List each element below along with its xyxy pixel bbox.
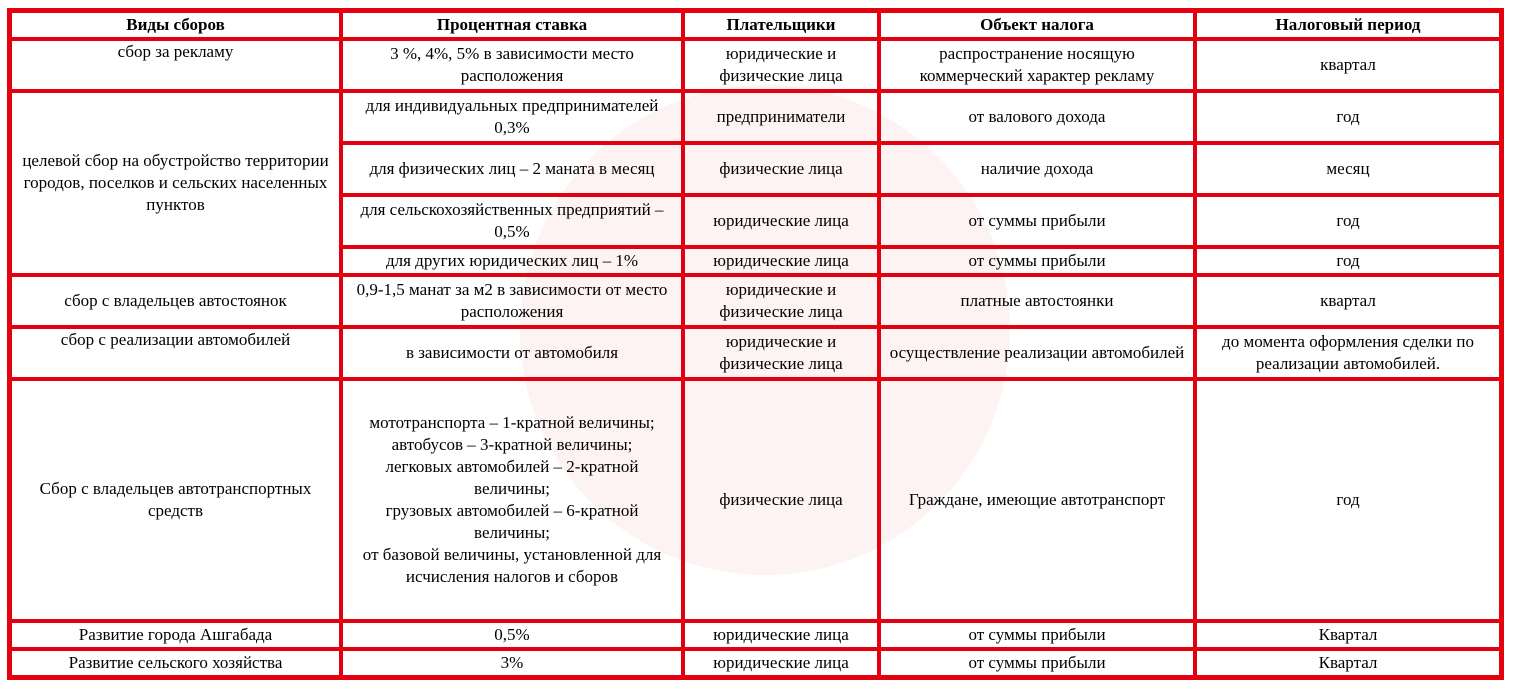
fee-type-cell: Развитие сельского хозяйства	[10, 649, 341, 677]
period-cell: Квартал	[1195, 649, 1501, 677]
object-cell: распространение носящую коммерческий характер рекламу	[879, 39, 1195, 91]
table-row	[10, 379, 1501, 621]
payer-cell: юридические лица	[683, 621, 879, 649]
table-row	[10, 621, 1501, 649]
object-cell: наличие дохода	[879, 143, 1195, 195]
rate-cell: 0,9-1,5 манат за м2 в зависимости от место расположения	[341, 275, 683, 327]
header-tax-object: Объект налога	[879, 11, 1195, 39]
rate-line: автобусов – 3-кратной величины;	[391, 435, 633, 454]
object-cell: от валового дохода	[879, 91, 1195, 143]
table-row	[10, 91, 1501, 143]
object-cell: от суммы прибыли	[879, 621, 1195, 649]
header-fee-type: Виды сборов	[10, 11, 341, 39]
table-row	[10, 275, 1501, 327]
period-cell: год	[1195, 91, 1501, 143]
payer-cell: юридические и физические лица	[683, 39, 879, 91]
rate-cell: 3 %, 4%, 5% в зависимости место расположения	[341, 39, 683, 91]
period-cell: до момента оформления сделки по реализации автомобилей.	[1195, 327, 1501, 379]
table-row	[10, 327, 1501, 379]
period-cell: год	[1195, 195, 1501, 247]
header-tax-period: Налоговый период	[1195, 11, 1501, 39]
payer-cell: юридические лица	[683, 195, 879, 247]
rate-cell: для физических лиц – 2 маната в месяц	[341, 143, 683, 195]
table-row	[10, 39, 1501, 91]
rate-cell: 0,5%	[341, 621, 683, 649]
header-rate: Процентная ставка	[341, 11, 683, 39]
object-cell: от суммы прибыли	[879, 195, 1195, 247]
payer-cell: физические лица	[683, 143, 879, 195]
fee-type-cell: целевой сбор на обустройство территории городов, поселков и сельских населенных пунктов	[10, 91, 341, 275]
rate-line: легковых автомобилей – 2-кратной величины;	[385, 457, 639, 498]
rate-line: от базовой величины, установленной для исчисления налогов и сборов	[362, 545, 662, 586]
payer-cell: юридические и физические лица	[683, 327, 879, 379]
rate-cell	[341, 379, 683, 621]
period-cell: Квартал	[1195, 621, 1501, 649]
object-cell: осуществление реализации автомобилей	[879, 327, 1195, 379]
fee-type-cell: сбор с реализации автомобилей	[10, 327, 341, 379]
payer-cell: физические лица	[683, 379, 879, 621]
header-payers: Плательщики	[683, 11, 879, 39]
payer-cell: юридические лица	[683, 649, 879, 677]
object-cell: от суммы прибыли	[879, 247, 1195, 275]
rate-cell: для сельскохозяйственных предприятий – 0,5%	[341, 195, 683, 247]
fee-type-cell: Развитие города Ашгабада	[10, 621, 341, 649]
period-cell: месяц	[1195, 143, 1501, 195]
rate-line: грузовых автомобилей – 6-кратной величины;	[385, 501, 639, 542]
rate-cell: в зависимости от автомобиля	[341, 327, 683, 379]
rate-cell: 3%	[341, 649, 683, 677]
fee-type-cell: Сбор с владельцев автотранспортных средств	[10, 379, 341, 621]
period-cell: квартал	[1195, 275, 1501, 327]
object-cell: платные автостоянки	[879, 275, 1195, 327]
payer-cell: предприниматели	[683, 91, 879, 143]
period-cell: год	[1195, 379, 1501, 621]
fee-type-cell: сбор за рекламу	[10, 39, 341, 91]
rate-cell: для индивидуальных предпринимателей 0,3%	[341, 91, 683, 143]
fee-type-cell: сбор с владельцев автостоянок	[10, 275, 341, 327]
period-cell: квартал	[1195, 39, 1501, 91]
rate-cell: для других юридических лиц – 1%	[341, 247, 683, 275]
rate-line: мототранспорта – 1-кратной величины;	[369, 413, 655, 432]
table-header-row	[10, 11, 1501, 39]
payer-cell: юридические и физические лица	[683, 275, 879, 327]
object-cell: Граждане, имеющие автотранспорт	[879, 379, 1195, 621]
table-row	[10, 649, 1501, 677]
period-cell: год	[1195, 247, 1501, 275]
object-cell: от суммы прибыли	[879, 649, 1195, 677]
tax-fees-table	[7, 8, 1504, 680]
payer-cell: юридические лица	[683, 247, 879, 275]
